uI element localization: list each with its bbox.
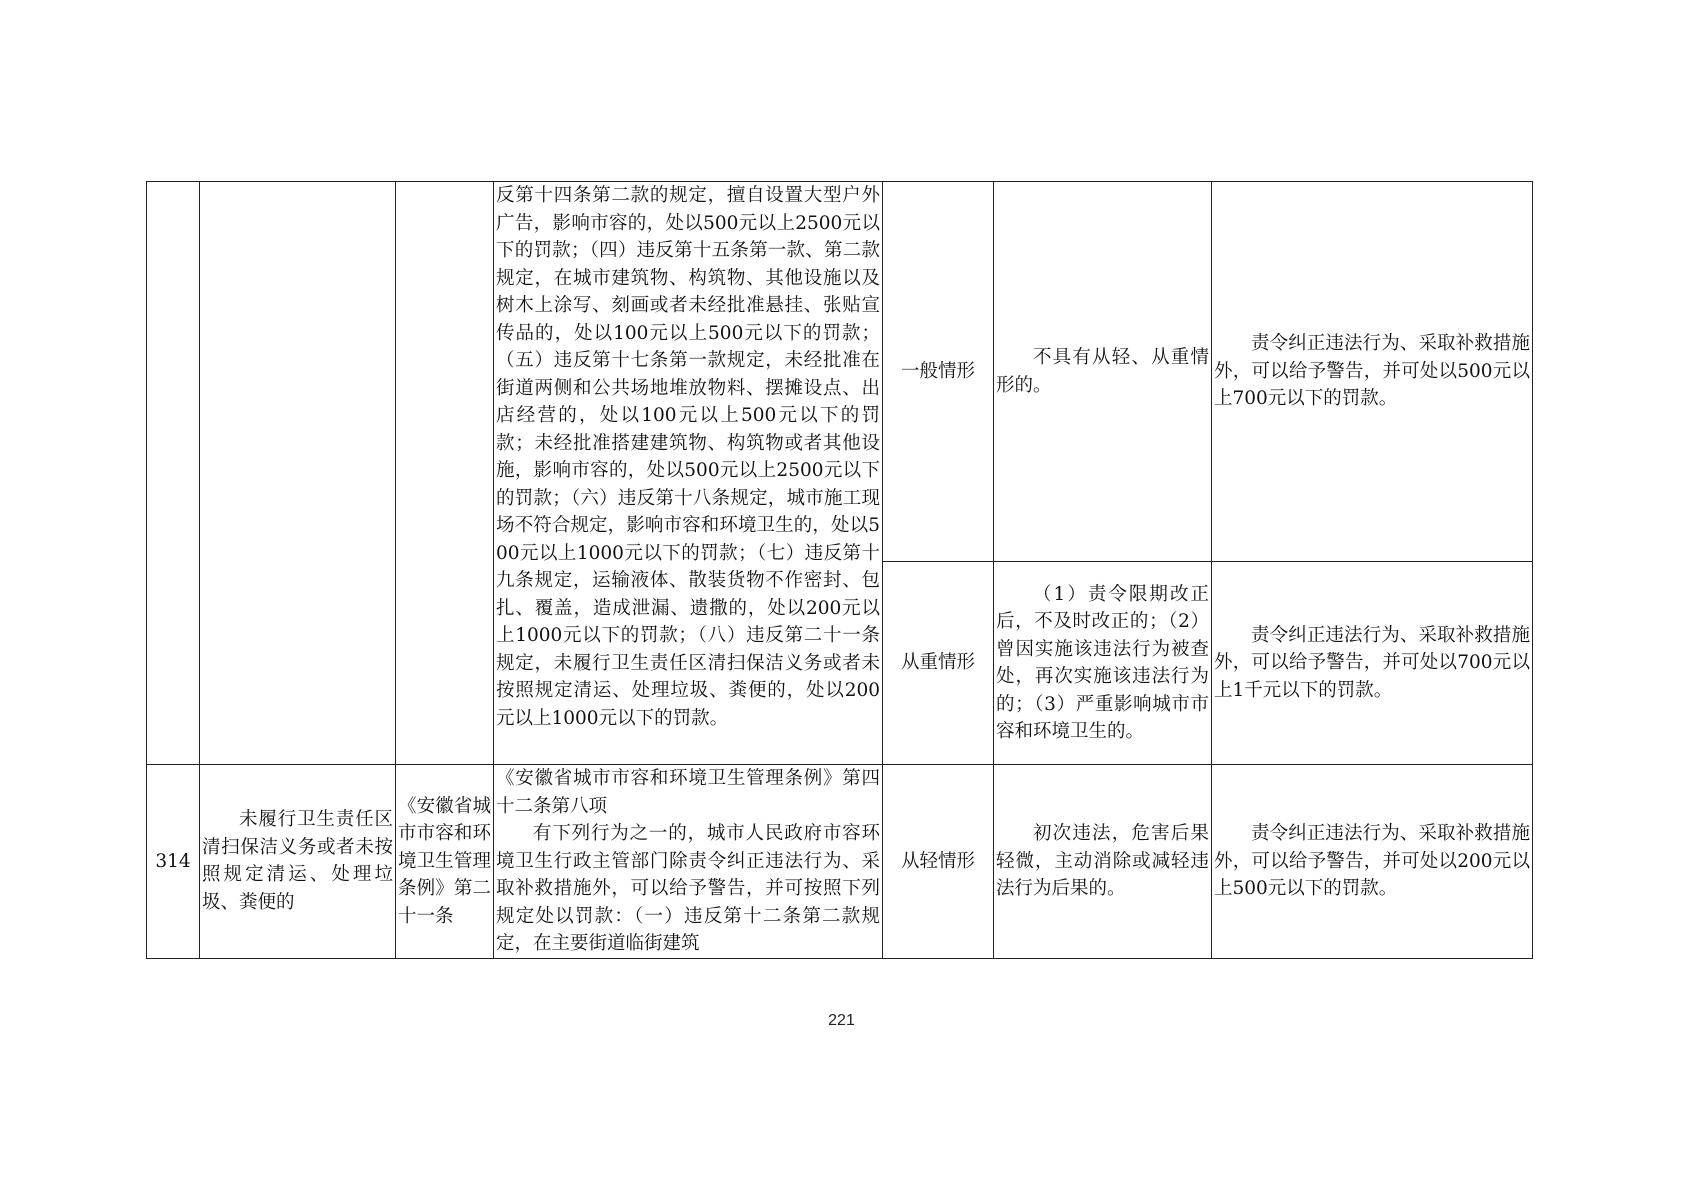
penalty-standard-text: 责令纠正违法行为、采取补救措施外，可以给予警告，并可处以500元以上700元以下的罚款。 xyxy=(1214,333,1530,410)
table-row xyxy=(147,182,1533,562)
penalty-standard-text: 责令纠正违法行为、采取补救措施外，可以给予警告，并可处以200元以上500元以下的罚款。 xyxy=(1214,823,1530,899)
table-row xyxy=(147,765,1533,959)
discretion-level-cell: 从轻情形 xyxy=(883,765,994,959)
violation-behavior-cell xyxy=(200,182,396,765)
row-number-cell xyxy=(147,182,200,765)
legal-basis-cell xyxy=(396,765,494,959)
penalty-provision-cell xyxy=(494,765,883,959)
penalty-provision-text: 有下列行为之一的，城市人民政府市容环境卫生行政主管部门除责令纠正违法行为、采取补救措施外，可以给予警告，并可按照下列规定处以罚款：（一）违反第十二条第二款规定，在主要街道临街建筑 xyxy=(496,823,880,954)
applicable-condition-text: 初次违法，危害后果轻微，主动消除或减轻违法行为后果的。 xyxy=(996,823,1209,899)
page-number: 221 xyxy=(828,1012,855,1029)
applicable-condition-cell xyxy=(994,182,1212,562)
applicable-condition-cell xyxy=(994,562,1212,765)
penalty-standard-cell xyxy=(1212,562,1533,765)
applicable-condition-text: （1）责令限期改正后，不及时改正的；（2）曾因实施该违法行为被查处，再次实施该违法行为的；（3）严重影响城市市容和环境卫生的。 xyxy=(996,583,1209,742)
penalty-standard-text: 责令纠正违法行为、采取补救措施外，可以给予警告，并可处以700元以上1千元以下的罚款。 xyxy=(1214,624,1530,701)
violation-behavior-cell xyxy=(200,765,396,959)
applicable-condition-cell xyxy=(994,765,1212,959)
violation-behavior-text: 未履行卫生责任区清扫保洁义务或者未按照规定清运、处理垃圾、粪便的 xyxy=(202,809,393,913)
legal-basis-cell xyxy=(396,182,494,765)
penalty-standard-cell xyxy=(1212,765,1533,959)
legal-basis-text: 《安徽省城市市容和环境卫生管理条例》第二十一条 xyxy=(398,795,491,927)
discretion-level-cell: 从重情形 xyxy=(883,562,994,765)
penalty-standard-cell xyxy=(1212,182,1533,562)
penalty-standards-table xyxy=(146,181,1533,959)
penalty-provision-cell xyxy=(494,182,883,765)
applicable-condition-text: 不具有从轻、从重情形的。 xyxy=(996,347,1209,396)
discretion-level-cell: 一般情形 xyxy=(883,182,994,562)
penalty-provision-title: 《安徽省城市市容和环境卫生管理条例》第四十二条第八项 xyxy=(496,768,880,817)
row-number-cell: 314 xyxy=(147,765,200,959)
penalty-provision-text: 反第十四条第二款的规定，擅自设置大型户外广告，影响市容的，处以500元以上2500元以下的罚款；（四）违反第十五条第一款、第二款规定，在城市建筑物、构筑物、其他设施以及树木上涂写、刻画或者未经批准悬挂、张贴宣传品的，处以100元以上500元以下的罚款；（五）违反第十七条第一款规定，未经批准在街道两侧和公共场地堆放物料、摆摊设点、出店经营的，处以100元以上500元以下的罚款；未经批准搭建建筑物、构筑物或者其他设施，影响市容的，处以500元以上2500元以下的罚款；（六）违反第十八条规定，城市施工现场不符合规定，影响市容和环境卫生的，处以500元以上1000元以下的罚款；（七）违反第十九条规定，运输液体、散装货物不作密封、包扎、覆盖，造成泄漏、遗撒的，处以200元以上1000元以下的罚款；（八）违反第二十一条规定，未履行卫生责任区清扫保洁义务或者未按照规定清运、处理垃圾、粪便的，处以200元以上1000元以下的罚款。 xyxy=(496,185,880,729)
